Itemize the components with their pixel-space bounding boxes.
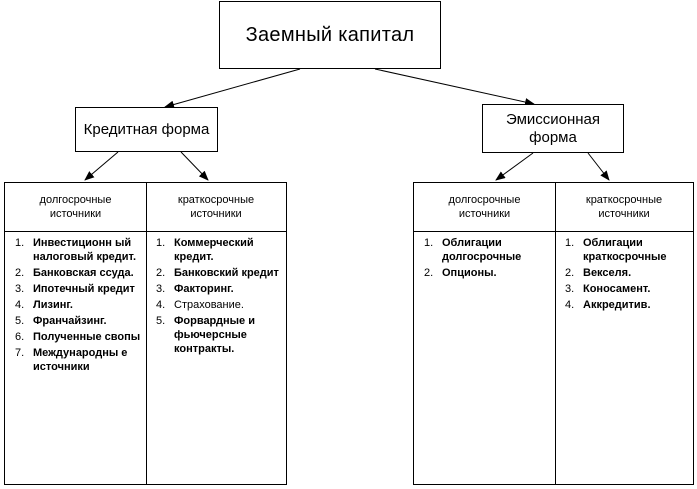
arrow-emission-to-short [588,153,609,180]
header-divider [414,231,693,232]
list-item: 3. Факторинг. [156,283,234,295]
list-item: 5. Франчайзинг. [15,315,107,327]
credit-short-list [150,236,280,358]
arrow-root-to-credit [165,69,300,107]
list-item: 4. Аккредитив. [565,299,651,311]
list-item: 1. Облигации краткосрочные [565,237,667,263]
root-title: Заемный капитал [245,23,415,46]
arrow-credit-to-short [181,152,208,180]
root-node [219,1,441,69]
list-item: 4. Страхование. [156,299,244,311]
list-item: 1. Инвестиционн ый налоговый кредит. [15,237,137,263]
credit-long-header: долгосрочные источники [39,194,112,220]
emission-long-header: долгосрочные источники [448,194,521,220]
emission-sources-table [413,182,694,485]
list-item: 2. Банковская ссуда. [15,267,134,279]
list-item: 7. Международны е источники [15,347,128,373]
credit-form-label: Кредитная форма [83,120,210,138]
list-item: 2. Векселя. [565,267,632,279]
emission-long-list [418,236,550,282]
arrow-root-to-emission [375,69,534,104]
list-item: 6. Полученные свопы [15,331,141,343]
list-item: 3. Коносамент. [565,283,651,295]
emission-short-list [559,236,687,314]
arrow-emission-to-long [496,153,533,180]
list-item: 5. Форвардные и фьючерсные контракты. [156,315,255,355]
list-item: 1. Коммерческий кредит. [156,237,254,263]
list-item: 2. Банковский кредит [156,267,279,279]
credit-sources-table [4,182,287,485]
emission-form-node [482,104,624,153]
emission-form-label: Эмиссионная форма [505,110,601,146]
list-item: 3. Ипотечный кредит [15,283,135,295]
list-item: 2. Опционы. [424,267,497,279]
credit-long-list [9,236,141,376]
header-divider [5,231,286,232]
credit-short-header: краткосрочные источники [177,194,255,220]
emission-short-header: краткосрочные источники [585,194,663,220]
arrow-credit-to-long [85,152,118,180]
list-item: 4. Лизинг. [15,299,73,311]
credit-form-node [75,107,218,152]
list-item: 1. Облигации долгосрочные [424,237,522,263]
